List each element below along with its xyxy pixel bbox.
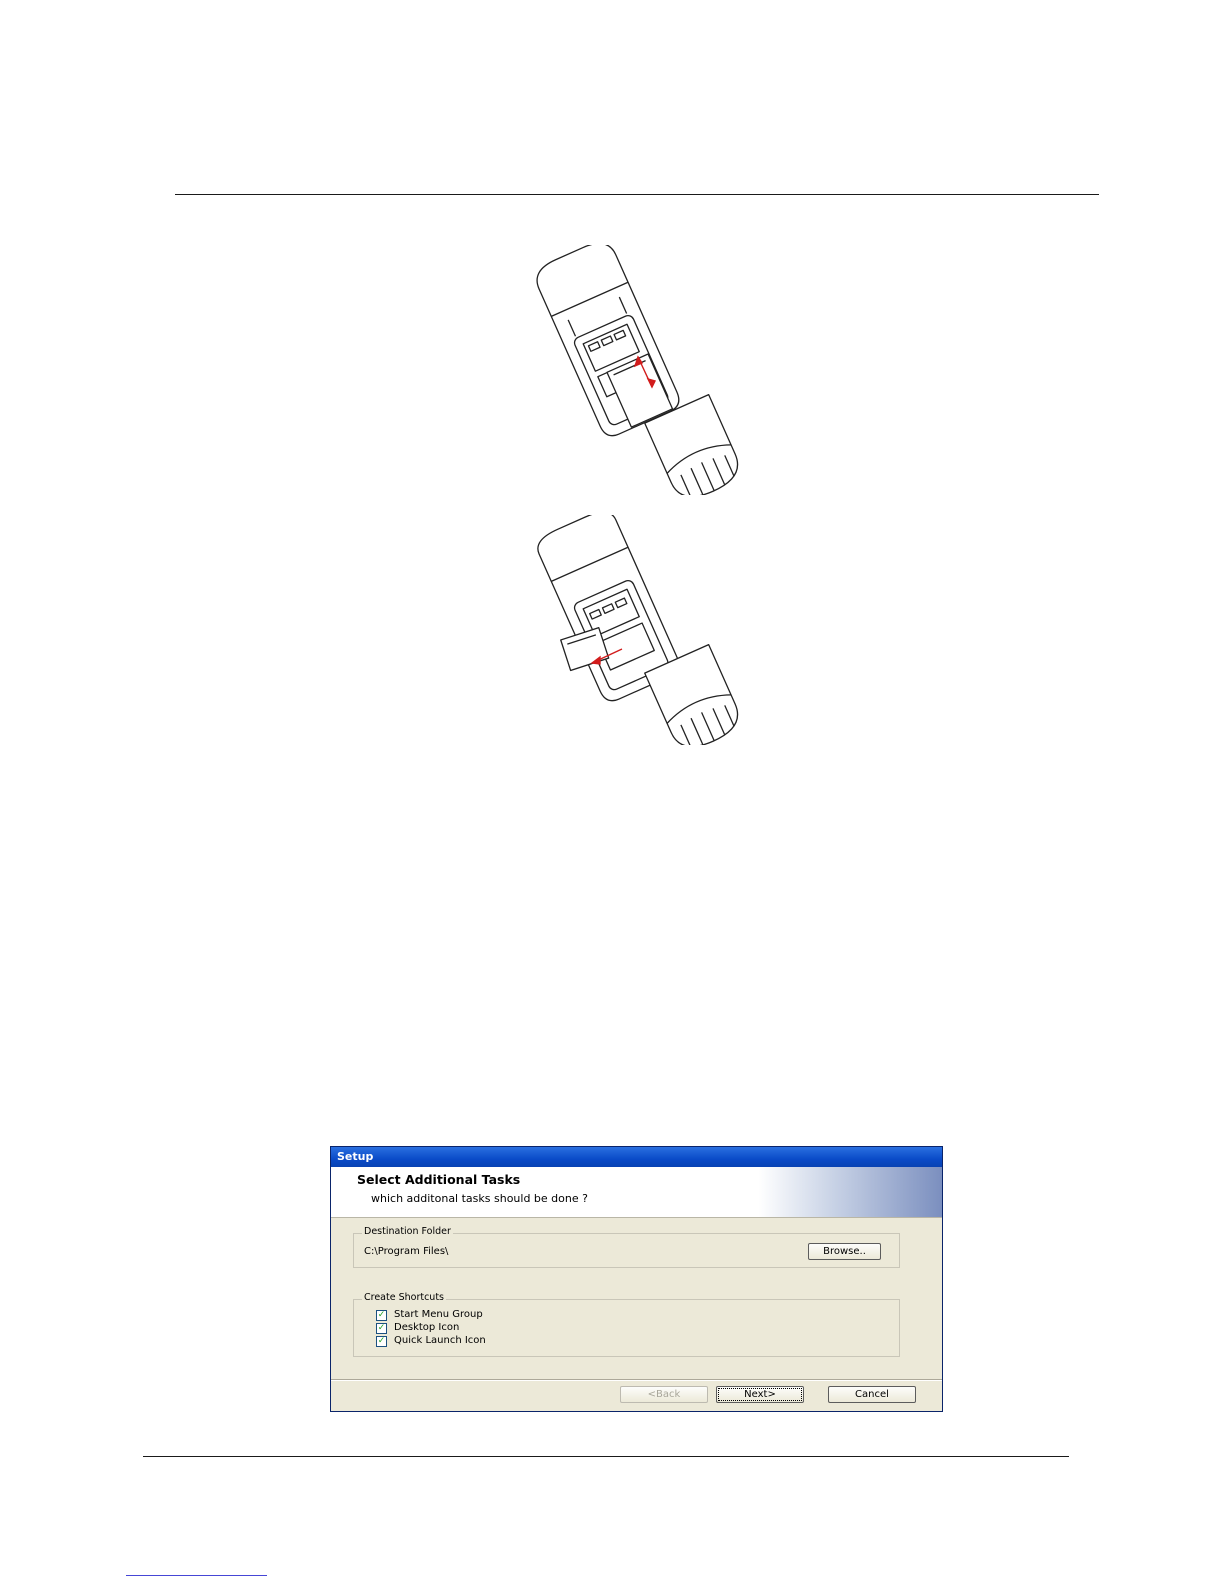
window-title: Setup: [337, 1150, 374, 1163]
header-rule: [175, 194, 1099, 195]
header-title: Select Additional Tasks: [357, 1172, 521, 1187]
browse-button[interactable]: Browse..: [808, 1243, 881, 1260]
desktop-icon-label: Desktop Icon: [394, 1322, 460, 1333]
start-menu-group-checkbox[interactable]: ✓: [377, 1310, 386, 1320]
usb-modem-sim-insert-icon: [520, 245, 750, 495]
footer-rule: [143, 1456, 1069, 1457]
setup-dialog: [330, 1146, 943, 1412]
destination-folder-label: Destination Folder: [364, 1226, 451, 1237]
quick-launch-icon-label: Quick Launch Icon: [394, 1335, 486, 1346]
start-menu-group-label: Start Menu Group: [394, 1309, 483, 1320]
footer-separator: [331, 1379, 942, 1381]
destination-folder-group: [353, 1226, 900, 1268]
create-shortcuts-label: Create Shortcuts: [364, 1292, 444, 1303]
usb-modem-microsd-insert-icon: [520, 515, 750, 745]
footer-link-underline[interactable]: [126, 1575, 267, 1576]
create-shortcuts-group: [353, 1292, 900, 1357]
setup-titlebar[interactable]: [331, 1147, 942, 1167]
back-button[interactable]: <Back: [620, 1386, 708, 1403]
dialog-header: [331, 1167, 942, 1218]
cancel-button[interactable]: Cancel: [828, 1386, 916, 1403]
header-subtitle: which additonal tasks should be done ?: [371, 1192, 588, 1205]
desktop-icon-checkbox[interactable]: ✓: [377, 1323, 386, 1333]
quick-launch-icon-checkbox[interactable]: ✓: [377, 1336, 386, 1346]
destination-path: C:\Program Files\: [364, 1246, 449, 1257]
next-button[interactable]: Next>: [716, 1386, 804, 1403]
